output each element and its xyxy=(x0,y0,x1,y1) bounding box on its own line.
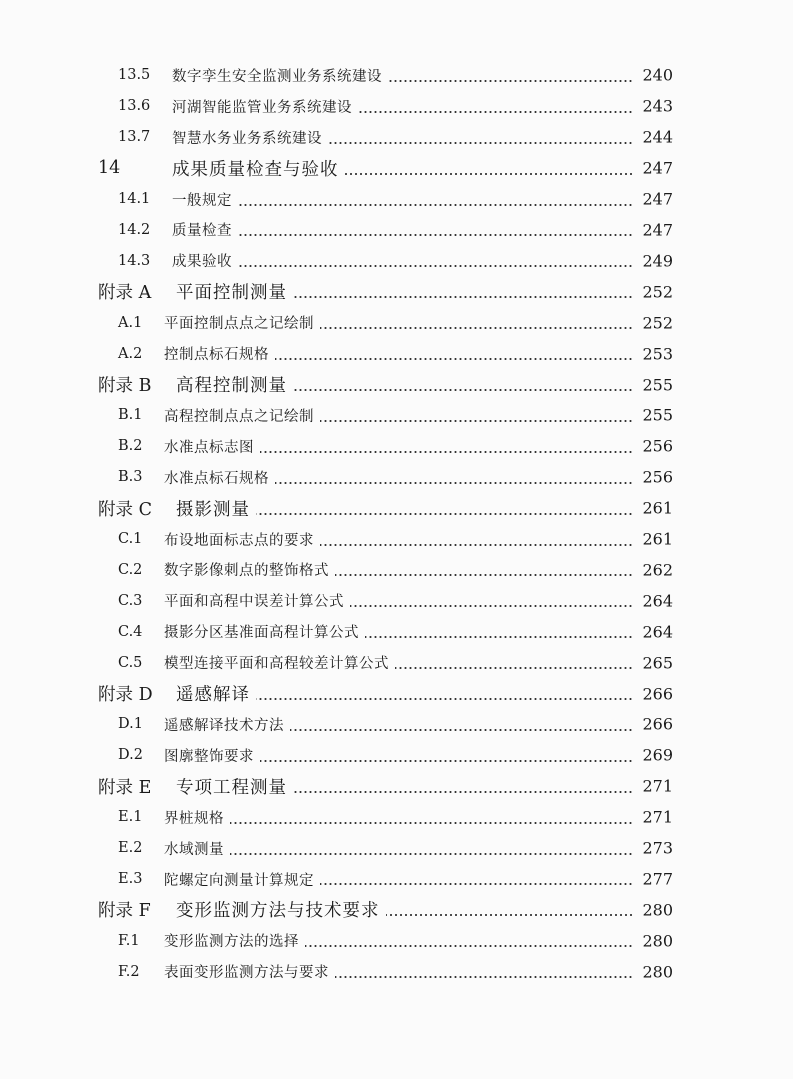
toc-entry-title: 平面控制点点之记绘制 xyxy=(164,312,314,333)
toc-page-number: 271 xyxy=(637,808,673,827)
toc-leader-dots xyxy=(260,760,633,762)
toc-section-row[interactable] xyxy=(0,307,793,338)
toc-entry-number: 附录 D xyxy=(0,681,176,706)
toc-entry-number: A.2 xyxy=(0,346,164,362)
toc-section-row[interactable] xyxy=(0,60,793,91)
toc-entry-title: 遥感解译技术方法 xyxy=(164,714,284,735)
toc-entry-number: C.5 xyxy=(0,655,164,671)
toc-page-number: 247 xyxy=(637,159,673,178)
toc-section-row[interactable] xyxy=(0,400,793,431)
toc-leader-dots xyxy=(358,111,633,113)
toc-page-number: 266 xyxy=(637,715,673,734)
toc-section-row[interactable] xyxy=(0,462,793,493)
toc-entry-title: 平面控制测量 xyxy=(176,279,287,304)
toc-page-number: 280 xyxy=(637,900,673,919)
toc-entry-number: 13.6 xyxy=(0,98,172,114)
toc-leader-dots xyxy=(350,605,633,607)
toc-leader-dots xyxy=(365,636,633,638)
toc-section-row[interactable] xyxy=(0,956,793,987)
toc-page-number: 261 xyxy=(637,530,673,549)
toc-entry-title: 成果质量检查与验收 xyxy=(172,156,339,181)
toc-chapter-row[interactable] xyxy=(0,493,793,524)
toc-entry-title: 智慧水务业务系统建设 xyxy=(172,127,322,148)
toc-page-number: 240 xyxy=(637,66,673,85)
toc-entry-number: 附录 E xyxy=(0,774,176,799)
toc-leader-dots xyxy=(238,265,633,267)
toc-section-row[interactable] xyxy=(0,245,793,276)
toc-entry-title: 变形监测方法与技术要求 xyxy=(176,897,380,922)
toc-entry-number: 附录 C xyxy=(0,496,176,521)
toc-entry-number: F.2 xyxy=(0,964,164,980)
toc-page-number: 253 xyxy=(637,344,673,363)
toc-section-row[interactable] xyxy=(0,122,793,153)
toc-page-number: 261 xyxy=(637,499,673,518)
toc-section-row[interactable] xyxy=(0,555,793,586)
toc-leader-dots xyxy=(320,544,633,546)
toc-entry-number: 13.7 xyxy=(0,129,172,145)
toc-section-row[interactable] xyxy=(0,864,793,895)
toc-page-number: 273 xyxy=(637,839,673,858)
toc-entry-number: 14.1 xyxy=(0,191,172,207)
toc-page-number: 252 xyxy=(637,282,673,301)
toc-chapter-row[interactable] xyxy=(0,678,793,709)
toc-page-number: 280 xyxy=(637,962,673,981)
toc-page-number: 255 xyxy=(637,406,673,425)
toc-section-row[interactable] xyxy=(0,184,793,215)
toc-page-number: 244 xyxy=(637,128,673,147)
toc-leader-dots xyxy=(388,80,633,82)
toc-section-row[interactable] xyxy=(0,91,793,122)
toc-entry-title: 质量检查 xyxy=(172,219,232,240)
toc-entry-title: 成果验收 xyxy=(172,250,232,271)
toc-entry-title: 图廓整饰要求 xyxy=(164,745,254,766)
toc-entry-title: 高程控制点点之记绘制 xyxy=(164,405,314,426)
toc-entry-number: B.2 xyxy=(0,438,164,454)
toc-page-number: 243 xyxy=(637,97,673,116)
toc-entry-number: 附录 A xyxy=(0,279,176,304)
toc-entry-number: C.2 xyxy=(0,562,164,578)
toc-chapter-row[interactable] xyxy=(0,276,793,307)
toc-page-number: 247 xyxy=(637,190,673,209)
toc-leader-dots xyxy=(293,389,633,391)
toc-entry-number: C.3 xyxy=(0,593,164,609)
toc-page-number: 271 xyxy=(637,777,673,796)
toc-leader-dots xyxy=(238,204,633,206)
toc-entry-number: A.1 xyxy=(0,315,164,331)
toc-entry-number: B.3 xyxy=(0,469,164,485)
toc-entry-title: 控制点标石规格 xyxy=(164,343,269,364)
toc-section-row[interactable] xyxy=(0,833,793,864)
toc-leader-dots xyxy=(256,698,633,700)
toc-entry-title: 数字孪生安全监测业务系统建设 xyxy=(172,65,382,86)
toc-section-row[interactable] xyxy=(0,215,793,246)
toc-page-number: 256 xyxy=(637,437,673,456)
toc-entry-title: 摄影测量 xyxy=(176,496,250,521)
toc-page-number: 264 xyxy=(637,622,673,641)
toc-section-row[interactable] xyxy=(0,709,793,740)
toc-entry-number: 附录 F xyxy=(0,897,176,922)
toc-section-row[interactable] xyxy=(0,925,793,956)
toc-page-number: 247 xyxy=(637,220,673,239)
toc-leader-dots xyxy=(275,482,633,484)
toc-leader-dots xyxy=(230,822,633,824)
toc-entry-number: E.1 xyxy=(0,809,164,825)
toc-chapter-row[interactable] xyxy=(0,894,793,925)
toc-leader-dots xyxy=(386,914,634,916)
toc-entry-number: E.2 xyxy=(0,840,164,856)
toc-entry-title: 一般规定 xyxy=(172,189,232,210)
toc-entry-number: 14.2 xyxy=(0,222,172,238)
toc-entry-number: D.1 xyxy=(0,716,164,732)
toc-section-row[interactable] xyxy=(0,431,793,462)
toc-entry-title: 高程控制测量 xyxy=(176,372,287,397)
toc-leader-dots xyxy=(275,358,633,360)
toc-entry-title: 遥感解译 xyxy=(176,681,250,706)
toc-page-number: 266 xyxy=(637,684,673,703)
toc-entry-title: 水准点标石规格 xyxy=(164,467,269,488)
toc-entry-number: 14 xyxy=(0,158,172,178)
toc-page-number: 264 xyxy=(637,591,673,610)
toc-leader-dots xyxy=(293,791,633,793)
toc-leader-dots xyxy=(320,420,633,422)
toc-leader-dots xyxy=(395,667,633,669)
toc-entry-title: 水域测量 xyxy=(164,838,224,859)
toc-leader-dots xyxy=(290,729,633,731)
toc-entry-title: 陀螺定向测量计算规定 xyxy=(164,869,314,890)
toc-section-row[interactable] xyxy=(0,740,793,771)
toc-entry-title: 水准点标志图 xyxy=(164,436,254,457)
toc-entry-number: D.2 xyxy=(0,747,164,763)
toc-entry-title: 变形监测方法的选择 xyxy=(164,930,299,951)
toc-chapter-row[interactable] xyxy=(0,369,793,400)
toc-page-number: 249 xyxy=(637,251,673,270)
toc-page-number: 280 xyxy=(637,931,673,950)
toc-page-number: 265 xyxy=(637,653,673,672)
toc-leader-dots xyxy=(335,574,633,576)
toc-leader-dots xyxy=(256,513,633,515)
toc-page-number: 277 xyxy=(637,870,673,889)
toc-entry-title: 模型连接平面和高程较差计算公式 xyxy=(164,652,389,673)
toc-leader-dots xyxy=(335,976,633,978)
toc-entry-title: 平面和高程中误差计算公式 xyxy=(164,590,344,611)
toc-page-number: 252 xyxy=(637,313,673,332)
toc-leader-dots xyxy=(345,173,634,175)
toc-section-row[interactable] xyxy=(0,585,793,616)
toc-leader-dots xyxy=(230,853,633,855)
toc-entry-number: E.3 xyxy=(0,871,164,887)
toc-page-number: 262 xyxy=(637,560,673,579)
toc-entry-number: C.4 xyxy=(0,624,164,640)
toc-leader-dots xyxy=(260,451,633,453)
toc-entry-number: C.1 xyxy=(0,531,164,547)
toc-entry-number: B.1 xyxy=(0,407,164,423)
toc-leader-dots xyxy=(305,945,633,947)
toc-entry-title: 数字影像刺点的整饰格式 xyxy=(164,559,329,580)
toc-page-number: 255 xyxy=(637,375,673,394)
toc-chapter-row[interactable] xyxy=(0,771,793,802)
toc-leader-dots xyxy=(320,327,633,329)
toc-section-row[interactable] xyxy=(0,647,793,678)
toc-entry-number: 13.5 xyxy=(0,67,172,83)
toc-leader-dots xyxy=(238,234,633,236)
toc-section-row[interactable] xyxy=(0,524,793,555)
toc-entry-number: 附录 B xyxy=(0,372,176,397)
toc-entry-number: 14.3 xyxy=(0,253,172,269)
toc-entry-title: 摄影分区基准面高程计算公式 xyxy=(164,621,359,642)
toc-chapter-row[interactable] xyxy=(0,153,793,184)
table-of-contents xyxy=(0,60,793,987)
toc-entry-title: 表面变形监测方法与要求 xyxy=(164,961,329,982)
toc-section-row[interactable] xyxy=(0,338,793,369)
toc-entry-title: 界桩规格 xyxy=(164,807,224,828)
toc-entry-title: 布设地面标志点的要求 xyxy=(164,529,314,550)
toc-entry-title: 专项工程测量 xyxy=(176,774,287,799)
toc-section-row[interactable] xyxy=(0,616,793,647)
toc-leader-dots xyxy=(328,142,633,144)
toc-entry-number: F.1 xyxy=(0,933,164,949)
toc-entry-title: 河湖智能监管业务系统建设 xyxy=(172,96,352,117)
toc-leader-dots xyxy=(293,296,633,298)
toc-page-number: 256 xyxy=(637,468,673,487)
toc-leader-dots xyxy=(320,883,633,885)
toc-page-number: 269 xyxy=(637,746,673,765)
toc-section-row[interactable] xyxy=(0,802,793,833)
